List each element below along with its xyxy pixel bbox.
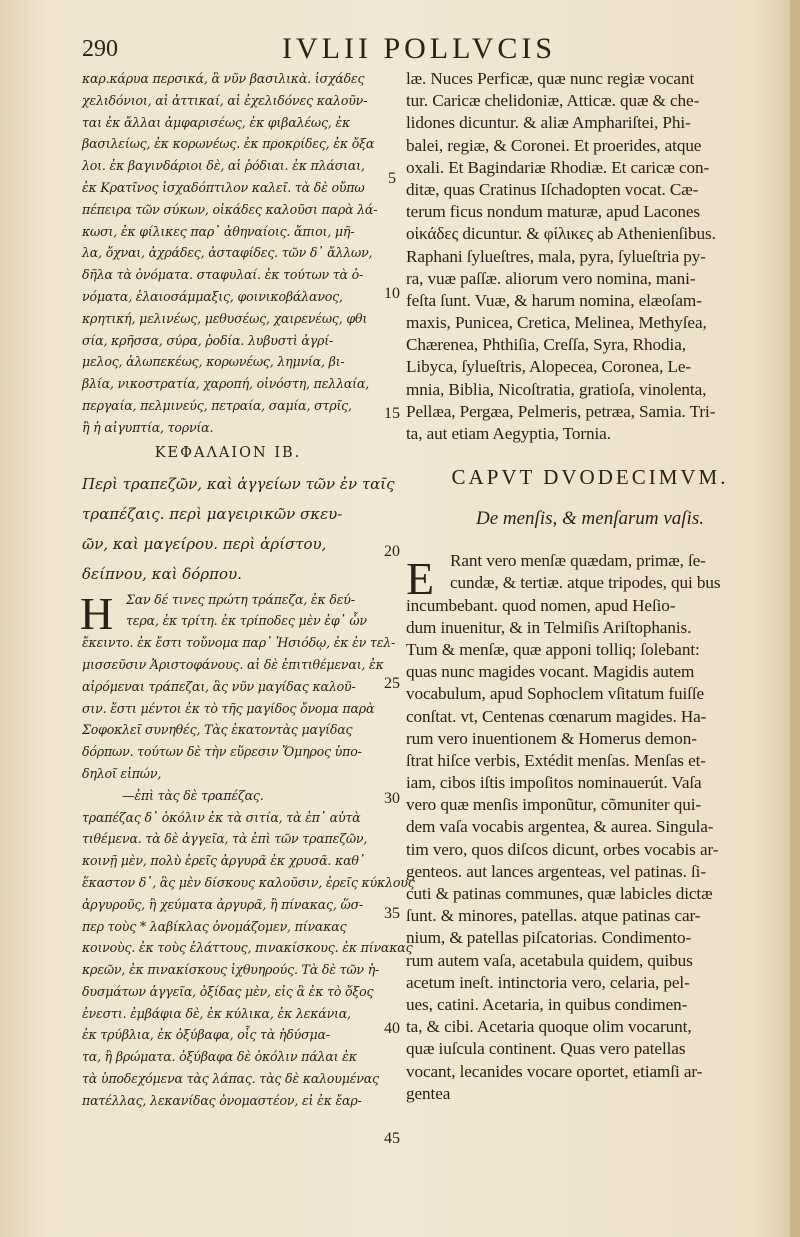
text-line: τιθέμενα. τὰ δὲ ἀγγεῖα, τὰ ἐπὶ τῶν τραπεζῶν, [82,831,368,847]
line-number: 5 [388,170,396,187]
line-number: 20 [384,543,400,560]
text-line: ἢ ἡ αἰγυπτία, τορνία. [82,419,214,435]
text-line: τὰ ὑποδεχόμενα τὰς λάπας. τὰς δὲ καλουμένας [82,1071,379,1087]
text-line: ἐνεστι. ἐμβάφια δὲ, ἐκ κύλικα, ἐκ λεκάνια, [82,1005,351,1021]
running-title: IVLII POLLVCIS [282,32,557,65]
text-line: Περὶ τραπεζῶν, καὶ ἀγγείων τῶν ἐν ταῖς [82,474,395,493]
page-header [82,30,774,66]
text-line: δόρπων. τούτων δὲ τὴν εὕρεσιν Ὅμηρος ὑπο- [82,744,362,760]
text-line: gentea [406,1083,451,1103]
text-line: κοινοὺς. ἐκ τοὺς ἐλάττους, πινακίσκους. ἐκ πίνακας [82,940,413,956]
line-number: 30 [384,790,400,807]
text-line: τραπέζαις. περὶ μαγειρικῶν σκευ- [82,504,343,523]
text-line: genteos. aut lances argenteas, vel patinas. ſi- [406,861,706,881]
text-line: οἰκάδες dicuntur. & φίλικες ab Athenienſibus. [406,224,716,244]
text-line: κοινῇ μὲν, πολὺ ἐρεῖς ἀργυρᾶ ἐκ χρυσᾶ. καθ᾽ [82,853,365,869]
line-number: 10 [384,285,400,302]
text-line: δῆλα τὰ ὀνόματα. σταφυλαί. ἐκ τούτων τὰ ὀ- [82,267,364,283]
latin-text-block-1 [406,68,774,445]
text-line: κρητική, μελινέως, μεθυσέως, χαιρενέως, φθι [82,310,368,326]
text-line: tur. Caricæ chelidoniæ, Atticæ. quæ & che- [406,91,700,111]
line-number: 15 [384,405,400,422]
text-line: dum inuenitur, & in Telmiſis Ariſtophanis. [406,617,692,637]
text-line: τραπέζας δ᾽ ὁκόλιν ἐκ τὰ σιτία, τὰ ἐπ᾽ αὐτὰ [82,809,361,825]
text-line: dem vaſa vocabis argentea, & aurea. Singula- [406,817,714,837]
page-number: 290 [82,36,118,62]
greek-chapter-heading: ΚΕΦΑΛΑΙΟΝ ΙΒ. [154,444,302,461]
greek-quote-line: —ἐπὶ τὰς δὲ τραπέζας. [122,787,264,803]
text-line: læ. Nuces Perficæ, quæ nunc regiæ vocant [406,69,695,88]
greek-text-block-1 [82,68,378,439]
text-line: μελος, ἀλωπεκέως, κορωνέως, λημνία, βι- [82,354,345,370]
text-line: Chærenea, Phthiſia, Creſſa, Syra, Rhodia, [406,335,686,355]
text-line: ues, catini. Acetaria, in quibus condimen- [406,994,688,1014]
text-line: maxis, Punicea, Cretica, Melinea, Methyſea, [406,313,707,333]
text-line: ditæ, quas Cratinus Iſchadopten vocat. Cæ- [406,179,699,199]
text-line: πατέλλας, λεκανίδας ὀνομαστέον, εἰ ἐκ ἔαρ- [82,1092,362,1108]
text-line: πέπειρα τῶν σύκων, οἰκάδες καλοῦσι παρὰ λά- [82,201,378,217]
text-line: acetum ineſt. intinctoria vero, celaria, pel- [406,972,690,992]
text-line: Libyca, ſylueſtris, Alopecea, Coronea, Le- [406,357,692,377]
line-number: 40 [384,1020,400,1037]
text-line: ta, & cibi. Acetaria quoque olim vocarunt, [406,1017,692,1037]
text-line: balei, regiæ, & Coronei. Et proerides, atque [406,135,702,155]
latin-text-block-2 [406,595,774,1105]
text-line: rum vero inuentionem & Homerus demon- [406,728,697,748]
text-line: ἐκ τρύβλια, ἐκ ὀξύβαφα, οἷς τὰ ἡδύσμα- [82,1027,330,1043]
text-line: αἰρόμεναι τράπεζαι, ἃς νῦν μαγίδας καλοῦ- [82,678,356,694]
text-line: vocant, lecanides vocare oportet, etiamſi ar- [406,1061,703,1081]
text-line: quas nunc magides vocant. Magidis autem [406,662,695,682]
text-line: cundæ, & tertiæ. atque tripodes, qui bus [450,573,721,593]
text-line: ἀργυροῦς, ἢ χεύματα ἀργυρᾶ, ἢ πίνακας, ὥσ- [82,896,364,912]
text-line: ἔκειντο. ἐκ ἔστι τοὔνομα παρ᾽ Ἡσιόδῳ, ἐκ ἐν τελ- [82,635,396,651]
text-line: ſtrat hiſce verbis, Extédit menſas. Menſas et- [406,750,706,770]
latin-dropcap-lines [406,550,774,594]
text-line: μισσεῦσιν Ἀριστοφάνους. αἱ δὲ ἐπιτιθέμεναι, ἐκ [82,656,384,672]
text-line: nium, & patellas piſcatorias. Condimento- [406,928,692,948]
text-line: cuti & patinas communes, quæ labicles dictæ [406,884,713,903]
text-line: λα, ὄχναι, ἀχράδες, ἀσταφίδες. τῶν δ᾽ ἄλλων, [82,245,373,261]
text-line: βλία, νικοστρατία, χαροπή, οἰνόστη, πελλαία, [82,376,370,392]
text-line: Pellæa, Pergæa, Pelmeris, petræa, Samia. Tri- [406,401,716,421]
latin-chapter-heading: CAPVT DVODECIMVM. [451,465,729,490]
text-line: Σοφοκλεῖ συνηθές, Τὰς ἑκατοντὰς μαγίδας [82,722,353,738]
latin-dropcap: E [406,553,435,605]
text-line: ta, aut etiam Aegyptia, Tornia. [406,424,611,443]
text-line: vocabulum, apud Sophoclem vſitatum fuiſſe [406,684,705,704]
text-line: ἐκ Κρατῖνος ἰσχαδόπτιλον καλεῖ. τὰ δὲ οὔπω [82,179,365,195]
line-number: 35 [384,905,400,922]
latin-chapter-subheading: De menſis, & menſarum vaſis. [476,508,704,530]
text-line: incumbebant. quod nomen, apud Heſio- [406,595,676,615]
text-line: mnia, Biblia, Nicoſtratia, gratioſa, vinolenta, [406,379,707,399]
text-line: iam, cibos iſtis impoſitos nominauerút. Vaſa [406,773,702,793]
text-line: κρεῶν, ἐκ πινακίσκους ἰχθυηρούς. Τὰ δὲ τῶν ἡ- [82,962,380,978]
text-line: Raphani ſylueſtres, mala, pyra, ſylueſtria py- [406,246,706,266]
greek-dropcap: Η [80,587,114,639]
text-line: δυσμάτων ἀγγεῖα, ὀξίδας μὲν, εἰς ἃ ἐκ τὸ ὄξος [82,983,374,999]
text-line: τα, ἢ βρώματα. ὀξύβαφα δὲ ὁκόλιν πάλαι ἐκ [82,1049,357,1065]
text-line: ra, vuæ paſſæ. aliorum vero nomina, mani- [406,268,696,288]
page-edge [790,0,800,1237]
text-line: τερα, ἐκ τρίτη. ἐκ τρίποδες μὲν ἐφ᾽ ὧν [126,613,367,629]
text-line: ἕκαστον δ᾽, ἃς μὲν δίσκους καλοῦσιν, ἐρεῖς κύκλους [82,874,415,890]
text-line: lidones dicuntur. & aliæ Amphariſtei, Phi- [406,113,691,133]
text-line: ῶν, καὶ μαγείρου. περὶ ἀρίστου, [82,534,327,553]
text-line: conſtat. vt, Centenas cœnarum magides. Ha- [406,706,707,726]
text-line: κωσι, ἐκ φίλικες παρ᾽ ἀθηναίοις. ἄπιοι, μῆ- [82,223,355,239]
text-line: περ τοὺς * λαβίκλας ὀνομάζομεν, πίνακας [82,918,347,934]
text-line: λοι. ἐκ βαγινδάριοι δὲ, αἱ ῥόδιαι. ἐκ πλάσιαι, [82,158,365,174]
text-line: rum autem vaſa, acetabula quidem, quibus [406,950,693,970]
text-line: δείπνου, καὶ δόρπου. [82,564,242,583]
text-line: σία, κρῆσσα, σύρα, ῥοδία. λυβυστὶ ἀγρί- [82,332,334,348]
text-line: νόματα, ἐλαιοσάμμαξις, φοινικοβάλανος, [82,288,343,304]
text-line: σιν. ἔστι μέντοι ἐκ τὸ τῆς μαγίδος ὄνομα παρὰ [82,700,375,716]
text-line: χελιδόνιοι, αἱ ἀττικαί, αἱ ἐχελιδόνες καλοῦν- [82,92,368,108]
text-line: tim vero, quos diſcos dicunt, orbes vocabis ar- [406,839,719,859]
text-line: δηλοῖ εἰπών, [82,765,162,781]
text-line: βασιλείως, ἐκ κορωνέως. ἐκ προκρίδες, ἐκ ὄξα [82,136,375,152]
text-line: terum ficus nondum maturæ, apud Lacones [406,202,700,222]
text-line: Rant vero menſæ quædam, primæ, ſe- [450,551,706,571]
text-line: Σαν δέ τινες πρώτη τράπεζα, ἐκ δεύ- [126,591,355,607]
text-line: καρ.κάρυα περσικά, ἃ νῦν βασιλικὰ. ἰσχάδες [82,71,365,86]
text-line: oxali. Et Bagindariæ Rhodiæ. Et caricæ con- [406,157,710,177]
line-number: 45 [384,1130,400,1147]
text-line: Tum & menſæ, quæ apponi tolliq; ſolebant: [406,639,700,659]
text-line: ται ἐκ ἄλλαι ἀμφαρισέως, ἐκ φιβαλέως, ἐκ [82,114,351,130]
text-line: feſta ſunt. Vuæ, & harum nomina, elæoſam- [406,290,702,310]
line-number: 25 [384,675,400,692]
text-line: quæ iuſcula continent. Quas vero patellas [406,1039,686,1059]
latin-column [406,68,774,1105]
text-line: περγαία, πελμινεύς, πετραία, σαμία, στρῖς, [82,397,352,413]
text-line: ſunt. & minores, patellas. atque patinas car- [406,906,701,926]
text-line: vero quæ menſis imponũtur, cõmuniter qui- [406,795,701,815]
